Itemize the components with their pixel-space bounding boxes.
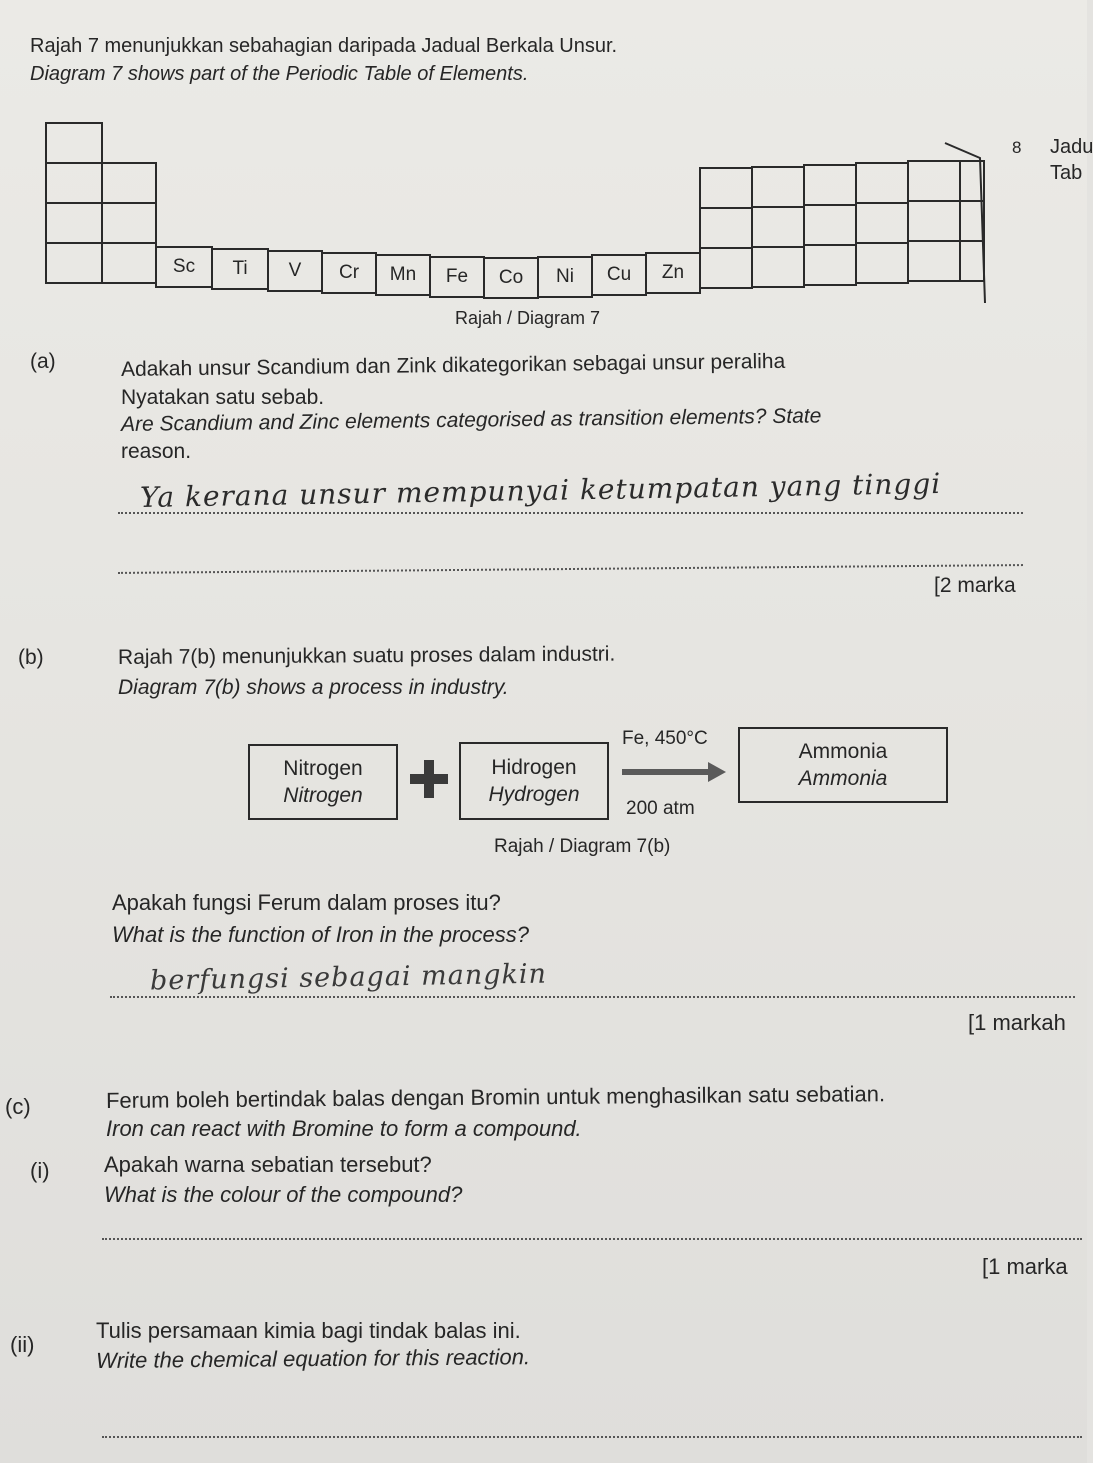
reactant-hydrogen-box — [459, 742, 609, 820]
pt-cell — [699, 247, 753, 289]
part-c-ii-label: (ii) — [10, 1332, 35, 1357]
part-c-ii-malay: Tulis persamaan kimia bagi tindak balas ini. — [96, 1318, 521, 1343]
diagram-7b-caption: Rajah / Diagram 7(b) — [494, 836, 671, 857]
table-edge-line — [940, 138, 990, 308]
pt-cell — [45, 122, 103, 164]
part-c-i-english: What is the colour of the compound? — [104, 1182, 463, 1207]
intro-malay: Rajah 7 menunjukkan sebahagian daripada Jadual Berkala Unsur. — [30, 35, 618, 57]
element-fe: Fe — [429, 256, 485, 298]
product-ammonia-english: Ammonia — [798, 767, 888, 790]
answer-line — [102, 1238, 1082, 1240]
pt-cell — [101, 202, 157, 244]
condition-pressure: 200 atm — [626, 798, 695, 819]
part-c-ii-english: Write the chemical equation for this reaction. — [95, 1344, 531, 1373]
reactant-nitrogen-malay: Nitrogen — [283, 756, 363, 780]
part-b-handwritten-answer: berfungsi sebagai mangkin — [149, 958, 548, 997]
pt-cell — [751, 246, 805, 288]
pt-cell — [751, 206, 805, 248]
part-c-english: Iron can react with Bromine to form a compound. — [106, 1116, 582, 1141]
pt-cell — [45, 242, 103, 284]
pt-cell — [803, 164, 857, 206]
pt-cell — [803, 244, 857, 286]
reactant-hydrogen-english: Hydrogen — [488, 783, 580, 806]
pt-cell — [751, 166, 805, 208]
side-label-jadual: Jadu — [1050, 136, 1093, 158]
condition-catalyst-temperature: Fe, 450°C — [622, 728, 708, 749]
part-c-i-malay: Apakah warna sebatian tersebut? — [104, 1152, 432, 1177]
pt-cell — [699, 167, 753, 209]
answer-line — [102, 1436, 1082, 1438]
part-c-malay: Ferum boleh bertindak balas dengan Bromin untuk menghasilkan satu sebatian. — [105, 1081, 886, 1113]
pt-cell — [45, 202, 103, 244]
part-c-i-label: (i) — [30, 1158, 50, 1183]
group-8-label: 8 — [1012, 138, 1022, 157]
part-b-question-english: What is the function of Iron in the process? — [112, 922, 530, 947]
pt-cell — [45, 162, 103, 204]
reaction-arrow — [622, 762, 726, 782]
intro-english: Diagram 7 shows part of the Periodic Table of Elements. — [30, 63, 529, 85]
part-a-marks: [2 marka — [934, 574, 1016, 597]
part-a-label: (a) — [30, 350, 56, 373]
product-ammonia-box — [738, 727, 948, 803]
part-b-english: Diagram 7(b) shows a process in industry. — [118, 676, 509, 699]
pt-cell — [699, 207, 753, 249]
part-a-handwritten-answer: Ya kerana unsur mempunyai ketumpatan yang tinggi — [139, 467, 942, 514]
part-a-english-2: reason. — [121, 440, 192, 463]
plus-icon — [408, 758, 450, 800]
part-a-english-1: Are Scandium and Zinc elements categorised as transition elements? State — [120, 404, 822, 436]
part-c-i-marks: [1 marka — [982, 1254, 1068, 1279]
reactant-nitrogen-english: Nitrogen — [283, 784, 363, 807]
pt-cell — [101, 242, 157, 284]
pt-cell — [855, 242, 909, 284]
reactant-hydrogen-malay: Hidrogen — [491, 755, 577, 779]
pt-cell — [855, 202, 909, 244]
element-ti: Ti — [211, 248, 269, 290]
element-co: Co — [483, 257, 539, 299]
part-a-malay-1: Adakah unsur Scandium dan Zink dikategorikan sebagai unsur peraliha — [120, 349, 786, 381]
element-cr: Cr — [321, 252, 377, 294]
reactant-nitrogen-box — [248, 744, 398, 820]
element-zn: Zn — [645, 252, 701, 294]
element-sc: Sc — [155, 246, 213, 288]
answer-line — [118, 512, 1023, 514]
pt-cell — [855, 162, 909, 204]
element-cu: Cu — [591, 254, 647, 296]
answer-line — [118, 564, 1023, 574]
part-b-question-malay: Apakah fungsi Ferum dalam proses itu? — [112, 890, 501, 915]
element-ni: Ni — [537, 256, 593, 298]
part-b-label: (b) — [18, 646, 44, 669]
element-v: V — [267, 250, 323, 292]
product-ammonia-malay: Ammonia — [798, 739, 888, 763]
pt-cell — [101, 162, 157, 204]
answer-line — [110, 996, 1075, 998]
part-a-malay-2: Nyatakan satu sebab. — [121, 386, 325, 409]
part-c-label: (c) — [5, 1094, 31, 1119]
element-mn: Mn — [375, 254, 431, 296]
pt-cell — [803, 204, 857, 246]
side-label-table: Tab — [1050, 162, 1083, 184]
part-b-marks: [1 markah — [968, 1010, 1066, 1035]
part-b-malay: Rajah 7(b) menunjukkan suatu proses dalam industri. — [117, 642, 616, 669]
diagram-7-caption: Rajah / Diagram 7 — [455, 308, 601, 328]
